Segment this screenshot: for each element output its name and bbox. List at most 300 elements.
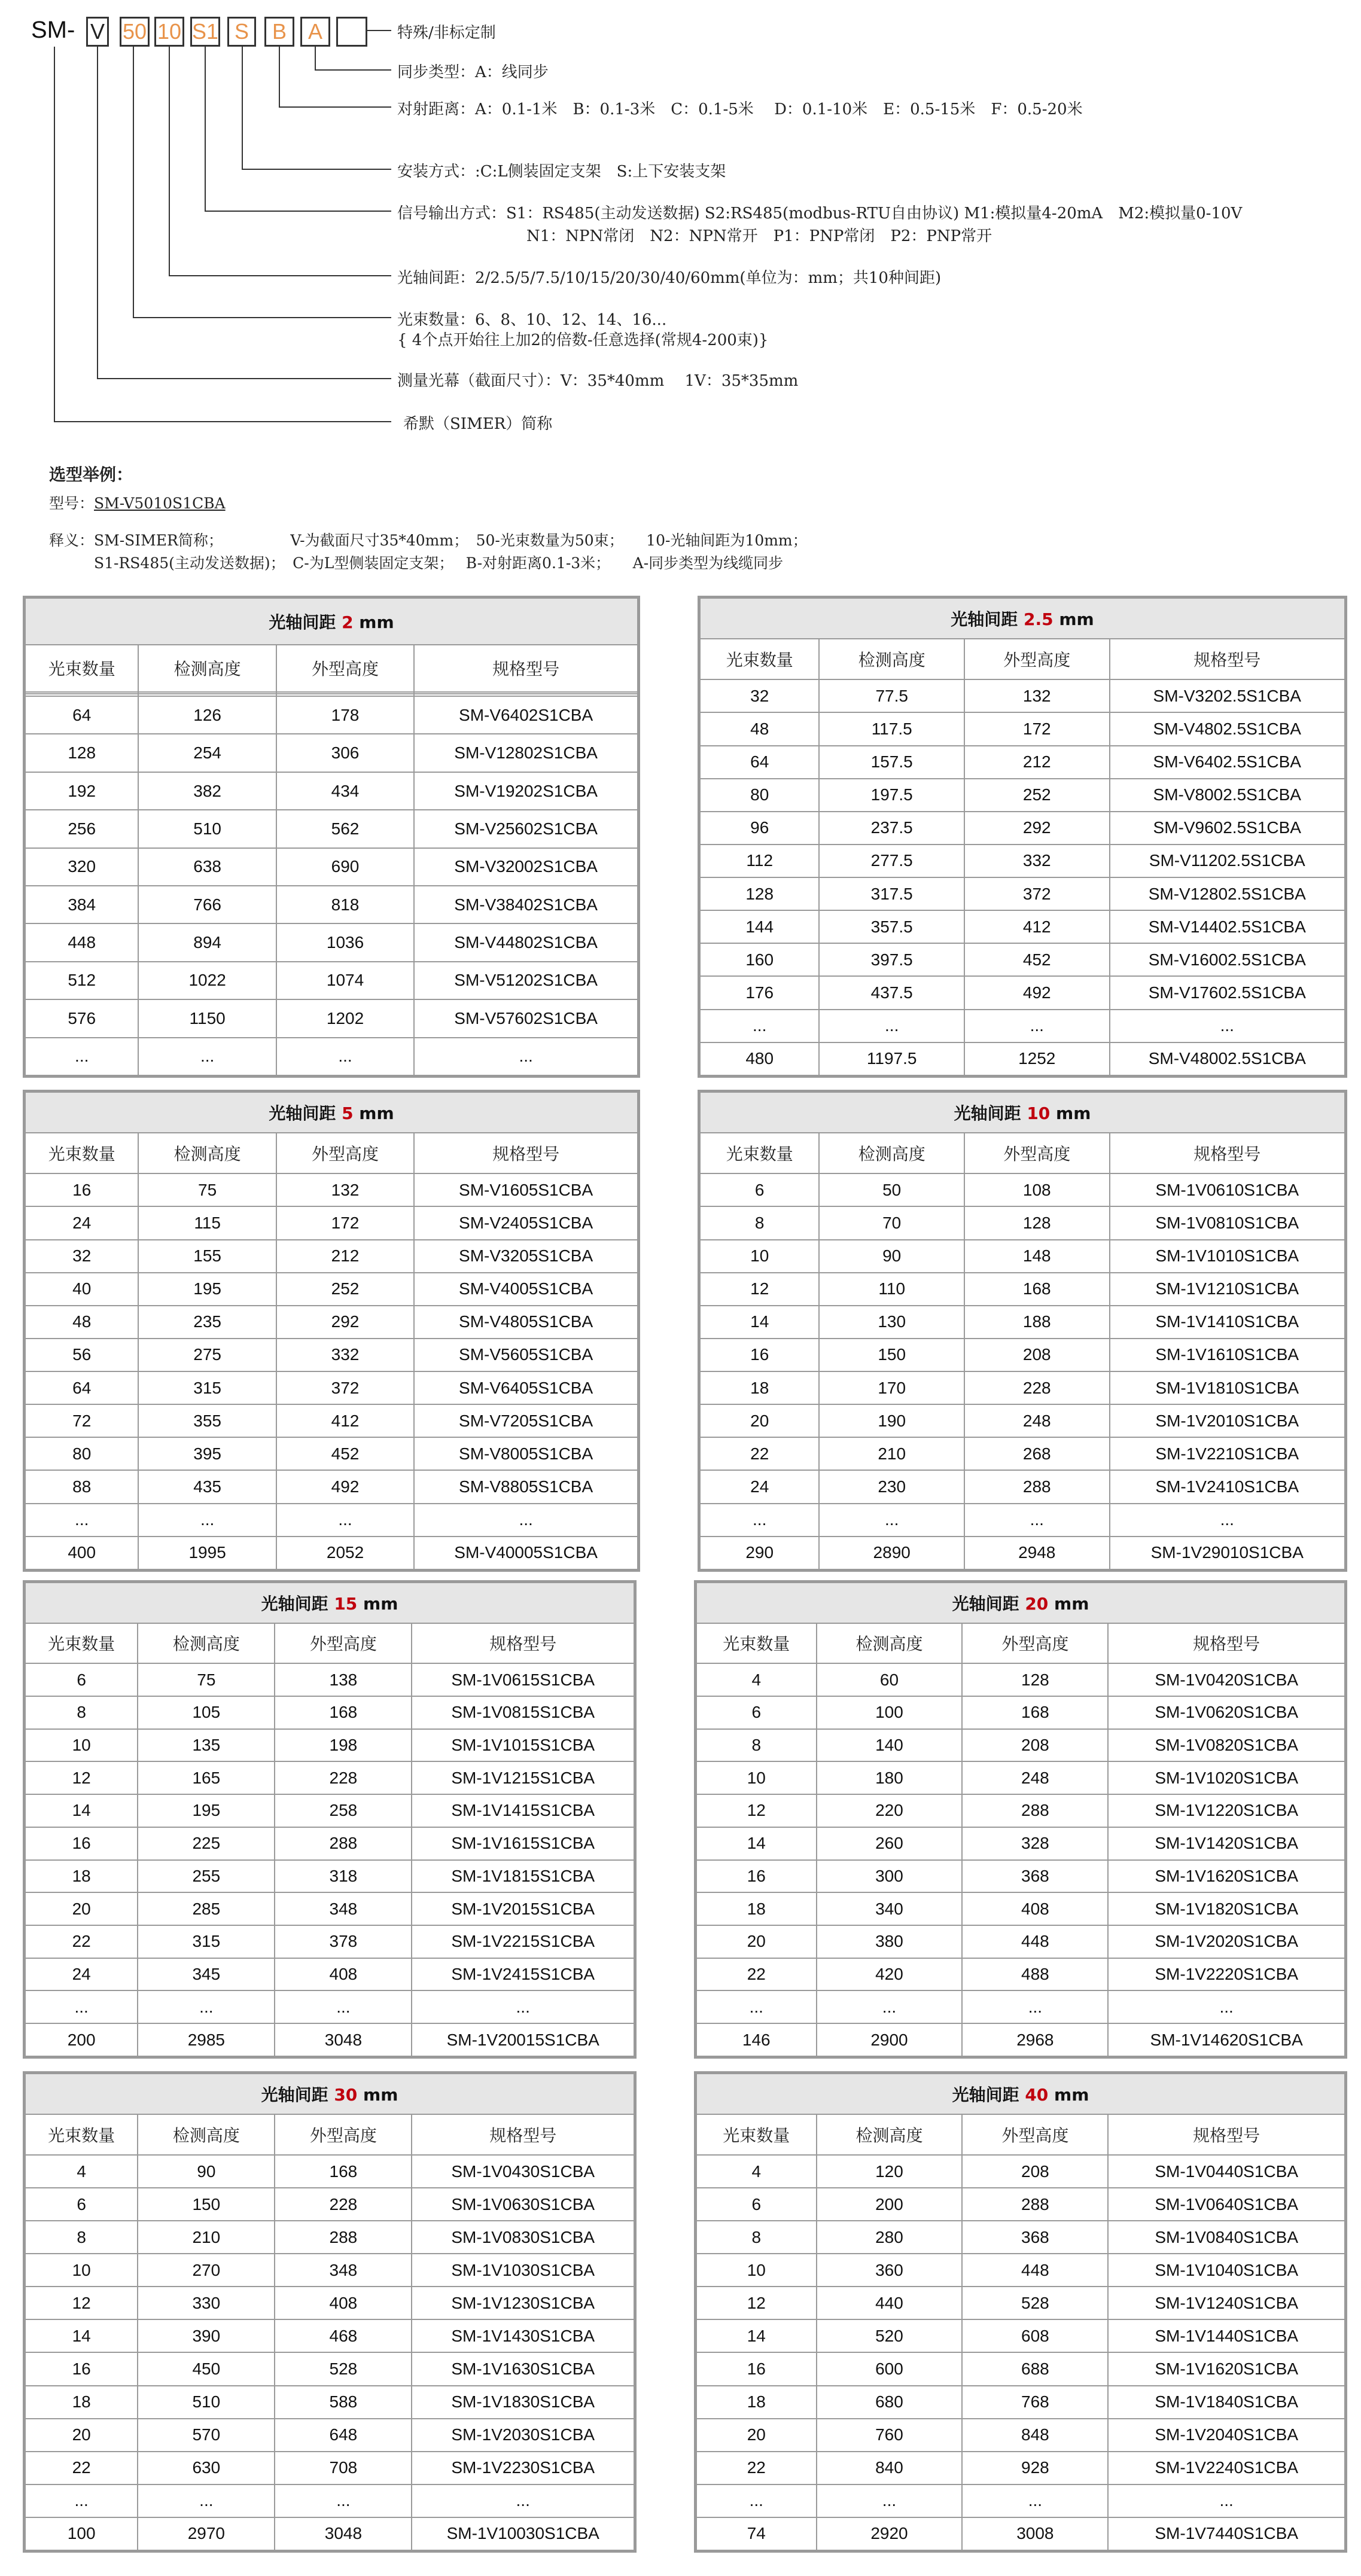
table-row: [696, 2419, 1345, 2452]
table-cell: 4: [696, 1663, 817, 1696]
table-cell: SM-1V1630S1CBA: [412, 2352, 634, 2385]
table-row: [25, 1306, 638, 1339]
table-cell: 288: [962, 1794, 1108, 1827]
table-cell: 435: [138, 1470, 276, 1503]
table-row: [700, 1437, 1345, 1470]
table-cell: 20: [696, 1925, 817, 1958]
table-cell: 3008: [962, 2517, 1108, 2550]
table-cell: ...: [700, 1504, 819, 1537]
table-cell: 170: [819, 1371, 964, 1404]
table-cell: 12: [700, 1273, 819, 1306]
table-cell: 408: [275, 2287, 412, 2319]
table-cell: 3048: [275, 2023, 412, 2056]
table-cell: SM-V14402.5S1CBA: [1110, 910, 1345, 943]
table-cell: 212: [964, 746, 1110, 779]
table-cell: SM-1V0610S1CBA: [1110, 1173, 1345, 1206]
table-cell: SM-V40005S1CBA: [414, 1537, 638, 1569]
spacing-table-15mm: [23, 1580, 637, 2059]
table-cell: 510: [138, 2386, 275, 2419]
column-header: 检测高度: [819, 1133, 964, 1173]
table-cell: 130: [819, 1306, 964, 1339]
table-row: [25, 1860, 634, 1893]
table-cell: 285: [138, 1892, 275, 1925]
table-row: [25, 2517, 634, 2550]
table-cell: SM-V48002.5S1CBA: [1110, 1042, 1345, 1075]
table-cell: ...: [138, 1038, 276, 1075]
table-cell: 148: [964, 1240, 1110, 1273]
table-cell: 100: [817, 1696, 963, 1729]
table-cell: 252: [964, 779, 1110, 812]
table-cell: 1074: [276, 962, 414, 999]
table-cell: SM-1V10030S1CBA: [412, 2517, 634, 2550]
table-cell: 608: [962, 2319, 1108, 2352]
table-cell: 225: [138, 1827, 275, 1860]
table-cell: 16: [696, 1860, 817, 1893]
table-cell: 150: [138, 2188, 275, 2221]
code-box-sync: A: [300, 17, 330, 47]
table-title-label: 光轴间距: [269, 612, 342, 633]
example-explain-line1: 释义：SM-SIMER简称； V-为截面尺寸35*40mm； 50-光束数量为50束； 10-光轴间距为10mm；: [49, 532, 808, 549]
table-cell: 268: [964, 1437, 1110, 1470]
table-cell: 468: [275, 2319, 412, 2352]
table-header-row: [25, 1133, 638, 1173]
table-title: [700, 598, 1345, 639]
table-cell: ...: [819, 1010, 964, 1042]
table-cell: 10: [25, 2254, 138, 2287]
table-cell: ...: [817, 2484, 963, 2517]
column-header: 光束数量: [696, 2114, 817, 2155]
table-cell: 2968: [962, 2023, 1108, 2056]
table-row: [25, 1371, 638, 1404]
table-row: [25, 2452, 634, 2484]
column-header: 光束数量: [25, 2114, 138, 2155]
table-cell: 8: [25, 2221, 138, 2254]
column-header: 规格型号: [412, 1623, 634, 1664]
column-header: 光束数量: [25, 645, 138, 691]
leader-line: [133, 47, 134, 317]
table-cell: SM-V4805S1CBA: [414, 1306, 638, 1339]
table-cell: ...: [696, 2484, 817, 2517]
table-row: [25, 1892, 634, 1925]
table-row: [700, 1273, 1345, 1306]
code-box-custom: [336, 17, 367, 47]
table-cell: SM-1V0840S1CBA: [1108, 2221, 1345, 2254]
model-code-diagram: [0, 0, 1361, 455]
table-cell: SM-V38402S1CBA: [414, 886, 638, 923]
table-row: [25, 772, 638, 810]
table-cell: 16: [696, 2352, 817, 2385]
table-cell: SM-V25602S1CBA: [414, 810, 638, 848]
table-cell: 275: [138, 1339, 276, 1371]
table-cell: 688: [962, 2352, 1108, 2385]
table-cell: 254: [138, 734, 276, 772]
table-cell: SM-1V0820S1CBA: [1108, 1729, 1345, 1762]
table-row: [696, 1958, 1345, 1991]
column-header: 规格型号: [414, 1133, 638, 1173]
leader-line: [242, 47, 243, 169]
table-cell: SM-1V2240S1CBA: [1108, 2452, 1345, 2484]
leader-line: [242, 169, 391, 170]
table-cell: 448: [962, 2254, 1108, 2287]
table-cell: 1252: [964, 1042, 1110, 1075]
table-cell: 157.5: [819, 746, 964, 779]
table-cell: 2985: [138, 2023, 275, 2056]
table-cell: 434: [276, 772, 414, 810]
table-cell: SM-V7205S1CBA: [414, 1404, 638, 1437]
table-title: [25, 1092, 638, 1133]
table-row: [25, 1437, 638, 1470]
table-cell: 8: [700, 1206, 819, 1239]
table-row: [700, 1240, 1345, 1273]
table-cell: SM-V57602S1CBA: [414, 999, 638, 1037]
table-header-row: [25, 645, 638, 691]
table-cell: SM-1V1830S1CBA: [412, 2386, 634, 2419]
table-cell: 140: [817, 1729, 963, 1762]
table-cell: SM-V8002.5S1CBA: [1110, 779, 1345, 812]
desc-section-size: 测量光幕（截面尺寸）：V：35*40mm 1V：35*35mm: [397, 372, 799, 390]
table-cell: 2948: [964, 1537, 1110, 1569]
table-cell: ...: [1108, 2484, 1345, 2517]
table-cell: 412: [964, 910, 1110, 943]
table-cell: 372: [964, 877, 1110, 910]
table-title-unit: mm: [357, 1593, 398, 1614]
table-cell: 200: [817, 2188, 963, 2221]
table-cell: SM-V12802.5S1CBA: [1110, 877, 1345, 910]
table-cell: 24: [25, 1206, 138, 1239]
table-title-spacing: 30: [334, 2085, 358, 2105]
table-cell: 818: [276, 886, 414, 923]
table-cell: SM-1V1215S1CBA: [412, 1761, 634, 1794]
table-cell: 160: [700, 943, 819, 976]
table-cell: 228: [275, 1761, 412, 1794]
table-cell: 20: [25, 2419, 138, 2452]
table-cell: SM-1V2030S1CBA: [412, 2419, 634, 2452]
table-cell: SM-1V2410S1CBA: [1110, 1470, 1345, 1503]
table-cell: 360: [817, 2254, 963, 2287]
table-cell: 768: [962, 2386, 1108, 2419]
table-cell: 452: [964, 943, 1110, 976]
table-cell: 252: [276, 1273, 414, 1306]
table-cell: 928: [962, 2452, 1108, 2484]
table-cell: 138: [275, 1663, 412, 1696]
table-cell: ...: [696, 1990, 817, 2023]
table-row: [25, 2352, 634, 2385]
table-cell: 18: [696, 2386, 817, 2419]
table-cell: ...: [700, 1010, 819, 1042]
table-cell: 10: [25, 1729, 138, 1762]
table-header-row: [696, 1623, 1345, 1664]
column-header: 外型高度: [964, 1133, 1110, 1173]
table-cell: 18: [696, 1892, 817, 1925]
table-cell: 357.5: [819, 910, 964, 943]
table-cell: 192: [25, 772, 138, 810]
table-row: [25, 734, 638, 772]
table-cell: SM-1V0620S1CBA: [1108, 1696, 1345, 1729]
table-title-unit: mm: [353, 612, 394, 633]
column-header: 外型高度: [276, 1133, 414, 1173]
table-row: [25, 2023, 634, 2056]
desc-distance: 对射距离：A：0.1-1米 B：0.1-3米 C：0.1-5米 D：0.1-10米 E：0.5-15米 F：0.5-20米: [397, 100, 1083, 118]
table-cell: 450: [138, 2352, 275, 2385]
table-cell: 176: [700, 976, 819, 1009]
table-row: [25, 923, 638, 961]
table-row: [700, 1504, 1345, 1537]
table-cell: ...: [25, 1990, 138, 2023]
table-cell: 317.5: [819, 877, 964, 910]
table-cell: 520: [817, 2319, 963, 2352]
table-cell: 64: [700, 746, 819, 779]
table-cell: SM-1V2015S1CBA: [412, 1892, 634, 1925]
table-row: [25, 2221, 634, 2254]
table-row: [696, 1925, 1345, 1958]
column-header: 规格型号: [414, 645, 638, 691]
table-cell: 12: [696, 1794, 817, 1827]
table-cell: 576: [25, 999, 138, 1037]
table-cell: 14: [25, 2319, 138, 2352]
table-cell: 48: [25, 1306, 138, 1339]
table-cell: 132: [964, 679, 1110, 712]
table-row: [700, 679, 1345, 712]
table-row: [700, 1206, 1345, 1239]
table-cell: 306: [276, 734, 414, 772]
table-title-label: 光轴间距: [951, 609, 1024, 630]
table-cell: 64: [25, 696, 138, 734]
desc-output: 信号输出方式：S1：RS485(主动发送数据) S2:RS485(modbus-RTU自由协议) M1:模拟量4-20mA M2:模拟量0-10V: [397, 205, 1243, 222]
desc-beam-count: 光束数量：6、8、10、12、14、16...: [397, 311, 667, 329]
table-row: [696, 2188, 1345, 2221]
table-row: [696, 1794, 1345, 1827]
table-row: [700, 1173, 1345, 1206]
table-cell: 255: [138, 1860, 275, 1893]
table-row: [700, 1371, 1345, 1404]
desc-sync-type: 同步类型：A：线同步: [397, 63, 549, 81]
table-cell: ...: [412, 2484, 634, 2517]
column-header: 光束数量: [700, 639, 819, 679]
leader-line: [315, 69, 391, 71]
table-cell: 318: [275, 1860, 412, 1893]
table-cell: 10: [696, 2254, 817, 2287]
table-row: [696, 2352, 1345, 2385]
table-cell: 135: [138, 1729, 275, 1762]
table-cell: 74: [696, 2517, 817, 2550]
table-cell: 332: [964, 845, 1110, 877]
table-row: [700, 812, 1345, 845]
table-cell: 40: [25, 1273, 138, 1306]
table-cell: 108: [964, 1173, 1110, 1206]
table-row: [696, 1990, 1345, 2023]
table-cell: 332: [276, 1339, 414, 1371]
table-cell: 1022: [138, 962, 276, 999]
table-cell: 230: [819, 1470, 964, 1503]
table-cell: 220: [817, 1794, 963, 1827]
table-cell: 72: [25, 1404, 138, 1437]
table-cell: 195: [138, 1273, 276, 1306]
table-row: [25, 1696, 634, 1729]
table-cell: 588: [275, 2386, 412, 2419]
table-cell: 288: [962, 2188, 1108, 2221]
table-cell: SM-V3205S1CBA: [414, 1240, 638, 1273]
table-cell: 14: [700, 1306, 819, 1339]
table-cell: 210: [138, 2221, 275, 2254]
table-cell: 288: [275, 2221, 412, 2254]
table-cell: 90: [138, 2155, 275, 2188]
table-title-label: 光轴间距: [954, 1103, 1027, 1124]
table-cell: 48: [700, 712, 819, 745]
table-cell: SM-1V1015S1CBA: [412, 1729, 634, 1762]
table-cell: 14: [696, 1827, 817, 1860]
table-cell: 8: [25, 1696, 138, 1729]
code-prefix: SM-: [31, 17, 75, 43]
table-cell: ...: [1110, 1504, 1345, 1537]
table-row: [25, 1761, 634, 1794]
table-header-row: [25, 2114, 634, 2155]
table-cell: 256: [25, 810, 138, 848]
table-cell: 60: [817, 1663, 963, 1696]
table-cell: 128: [700, 877, 819, 910]
table-row: [700, 976, 1345, 1009]
table-cell: SM-1V1030S1CBA: [412, 2254, 634, 2287]
table-cell: SM-1V0430S1CBA: [412, 2155, 634, 2188]
table-cell: ...: [276, 1504, 414, 1537]
table-cell: 348: [275, 2254, 412, 2287]
table-title: [700, 1092, 1345, 1133]
table-cell: 6: [696, 1696, 817, 1729]
table-cell: SM-V6402S1CBA: [414, 696, 638, 734]
table-cell: 168: [275, 1696, 412, 1729]
table-cell: SM-1V2415S1CBA: [412, 1958, 634, 1991]
leader-line: [279, 106, 391, 108]
table-title: [25, 2074, 634, 2114]
desc-output-npn-pnp: N1：NPN常闭 N2：NPN常开 P1：PNP常闭 P2：PNP常开: [526, 227, 992, 245]
table-cell: 16: [25, 1827, 138, 1860]
table-cell: ...: [276, 1038, 414, 1075]
column-header: 规格型号: [1110, 1133, 1345, 1173]
table-cell: 115: [138, 1206, 276, 1239]
table-header-row: [700, 1133, 1345, 1173]
column-header: 外型高度: [964, 639, 1110, 679]
table-row: [696, 1729, 1345, 1762]
table-row: [25, 1663, 634, 1696]
table-cell: 20: [25, 1892, 138, 1925]
table-cell: SM-V8005S1CBA: [414, 1437, 638, 1470]
table-cell: 894: [138, 923, 276, 961]
table-cell: 345: [138, 1958, 275, 1991]
column-header: 外型高度: [962, 2114, 1108, 2155]
table-cell: SM-1V0810S1CBA: [1110, 1206, 1345, 1239]
code-box-distance: B: [264, 17, 294, 47]
table-cell: 8: [696, 2221, 817, 2254]
table-cell: 178: [276, 696, 414, 734]
spacing-table-40mm: [694, 2071, 1347, 2553]
example-model: SM-V5010S1CBA: [94, 495, 226, 512]
table-cell: SM-V4802.5S1CBA: [1110, 712, 1345, 745]
table-row: [25, 810, 638, 848]
table-cell: 132: [276, 1173, 414, 1206]
table-cell: SM-V1605S1CBA: [414, 1173, 638, 1206]
table-cell: SM-1V7440S1CBA: [1108, 2517, 1345, 2550]
table-cell: SM-1V2230S1CBA: [412, 2452, 634, 2484]
table-cell: 100: [25, 2517, 138, 2550]
table-cell: 315: [138, 1925, 275, 1958]
table-cell: SM-V6402.5S1CBA: [1110, 746, 1345, 779]
table-cell: ...: [138, 2484, 275, 2517]
table-cell: SM-V19202S1CBA: [414, 772, 638, 810]
table-cell: SM-1V1615S1CBA: [412, 1827, 634, 1860]
table-cell: ...: [275, 1990, 412, 2023]
table-cell: 492: [276, 1470, 414, 1503]
table-cell: 378: [275, 1925, 412, 1958]
table-cell: SM-V4005S1CBA: [414, 1273, 638, 1306]
leader-line: [97, 47, 98, 378]
table-title: [25, 598, 638, 645]
table-cell: 77.5: [819, 679, 964, 712]
table-cell: SM-V17602.5S1CBA: [1110, 976, 1345, 1009]
table-row: [25, 1537, 638, 1569]
table-cell: 288: [964, 1470, 1110, 1503]
code-box-spacing: 10: [154, 17, 184, 47]
desc-brand: 希默（SIMER）简称: [403, 415, 553, 433]
table-cell: 32: [700, 679, 819, 712]
table-cell: 195: [138, 1794, 275, 1827]
table-row: [700, 910, 1345, 943]
table-cell: 348: [275, 1892, 412, 1925]
table-cell: 168: [964, 1273, 1110, 1306]
table-row: [700, 877, 1345, 910]
table-cell: 197.5: [819, 779, 964, 812]
table-cell: SM-1V1240S1CBA: [1108, 2287, 1345, 2319]
table-cell: ...: [819, 1504, 964, 1537]
table-cell: SM-1V14620S1CBA: [1108, 2023, 1345, 2056]
column-header: 检测高度: [138, 1133, 276, 1173]
table-cell: 848: [962, 2419, 1108, 2452]
table-cell: 248: [964, 1404, 1110, 1437]
spacing-table-2mm: [23, 596, 640, 1078]
table-title-label: 光轴间距: [269, 1103, 342, 1124]
table-cell: 492: [964, 976, 1110, 1009]
table-cell: 380: [817, 1925, 963, 1958]
table-title-unit: mm: [357, 2085, 398, 2105]
table-row: [25, 1729, 634, 1762]
table-cell: 600: [817, 2352, 963, 2385]
table-cell: 4: [696, 2155, 817, 2188]
table-cell: 1202: [276, 999, 414, 1037]
table-row: [25, 962, 638, 999]
table-cell: ...: [1110, 1010, 1345, 1042]
column-header: 外型高度: [275, 2114, 412, 2155]
table-cell: 64: [25, 1371, 138, 1404]
table-row: [25, 1925, 634, 1958]
table-cell: SM-1V1210S1CBA: [1110, 1273, 1345, 1306]
table-cell: 18: [700, 1371, 819, 1404]
table-cell: 172: [964, 712, 1110, 745]
table-header-row: [25, 1623, 634, 1664]
table-cell: 235: [138, 1306, 276, 1339]
table-cell: 2052: [276, 1537, 414, 1569]
table-title-label: 光轴间距: [261, 1593, 334, 1614]
table-cell: 110: [819, 1273, 964, 1306]
table-cell: 14: [25, 1794, 138, 1827]
table-cell: 146: [696, 2023, 817, 2056]
table-cell: 22: [25, 1925, 138, 1958]
table-cell: 16: [25, 2352, 138, 2385]
column-header: 检测高度: [138, 1623, 275, 1664]
table-row: [25, 1504, 638, 1537]
table-row: [700, 1010, 1345, 1042]
table-cell: 648: [275, 2419, 412, 2452]
table-cell: 840: [817, 2452, 963, 2484]
table-cell: 258: [275, 1794, 412, 1827]
table-cell: 6: [696, 2188, 817, 2221]
